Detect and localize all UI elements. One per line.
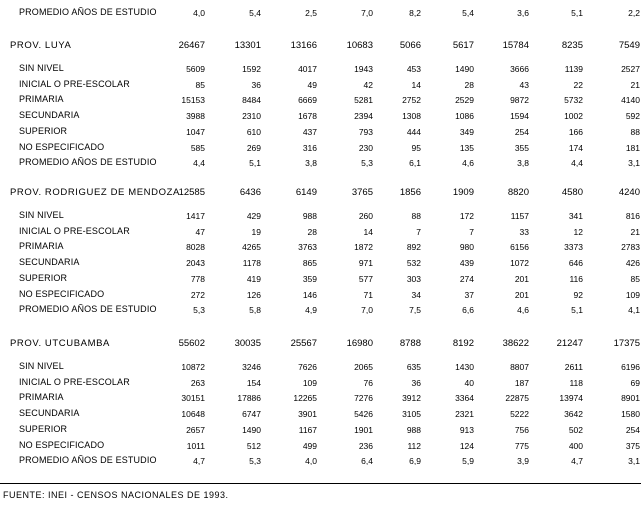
table-cell: 201 [514, 273, 529, 284]
table-cell: 3642 [564, 409, 583, 420]
table-cell: 6,6 [462, 305, 474, 316]
row-label: NO ESPECIFICADO [19, 288, 105, 299]
table-cell: 4017 [298, 64, 317, 74]
table-cell: 21 [630, 79, 640, 90]
table-cell: 3765 [351, 187, 373, 198]
table-cell: 1872 [354, 242, 373, 253]
table-cell: 426 [625, 258, 640, 269]
table-cell: 3373 [564, 242, 583, 253]
table-cell: 7549 [618, 40, 640, 51]
table-cell: 2310 [242, 111, 261, 122]
table-cell: 4,6 [517, 305, 529, 316]
table-cell: 92 [573, 289, 583, 300]
table-cell: 4,4 [193, 158, 205, 169]
table-cell: 2752 [402, 95, 421, 106]
table-cell: 3,9 [517, 456, 529, 467]
table-cell: 15784 [502, 40, 529, 51]
table-cell: 1047 [186, 126, 205, 137]
table-cell: 1178 [242, 258, 261, 269]
row-label: PROMEDIO AÑOS DE ESTUDIO [19, 157, 157, 168]
table-row [0, 6, 641, 20]
table-cell: 375 [625, 440, 640, 451]
table-cell: 2657 [186, 424, 205, 435]
table-cell: 1490 [455, 64, 474, 74]
table-cell: 5,3 [361, 158, 373, 169]
table-cell: 2065 [354, 362, 373, 372]
table-cell: 1157 [510, 211, 529, 221]
table-cell: 610 [246, 126, 261, 137]
table-cell: 30035 [234, 338, 261, 349]
table-cell: 5,1 [571, 305, 583, 316]
table-cell: 174 [568, 142, 583, 153]
table-cell: 5,3 [193, 305, 205, 316]
table-cell: 4,0 [305, 456, 317, 467]
table-cell: 40 [464, 377, 474, 388]
table-cell: 15153 [181, 95, 205, 106]
table-cell: 260 [358, 211, 373, 221]
table-cell: 13301 [234, 40, 261, 51]
table-cell: 2043 [186, 258, 205, 269]
table-cell: 1592 [242, 64, 261, 74]
table-cell: 5609 [186, 64, 205, 74]
table-cell: 269 [246, 142, 261, 153]
table-cell: 635 [406, 362, 421, 372]
table-cell: 88 [411, 211, 421, 221]
table-cell: 3912 [402, 393, 421, 404]
province-row [0, 39, 641, 53]
table-cell: 22875 [505, 393, 529, 404]
table-cell: 6747 [242, 409, 261, 420]
table-cell: 36 [251, 79, 261, 90]
table-cell: 775 [514, 440, 529, 451]
table-cell: 236 [358, 440, 373, 451]
table-row [0, 141, 641, 155]
row-label: SIN NIVEL [19, 210, 64, 220]
table-cell: 4580 [561, 187, 583, 198]
table-row [0, 62, 641, 76]
table-cell: 303 [406, 273, 421, 284]
row-label: PROV. RODRIGUEZ DE MENDOZA [10, 187, 180, 198]
table-cell: 1580 [621, 409, 640, 420]
row-label: SUPERIOR [19, 272, 68, 283]
table-cell: 112 [407, 440, 421, 451]
table-cell: 230 [358, 142, 373, 153]
row-label: PROMEDIO AÑOS DE ESTUDIO [19, 304, 157, 315]
table-cell: 14 [363, 226, 373, 237]
table-cell: 5,4 [462, 8, 474, 18]
table-cell: 76 [363, 377, 373, 388]
table-cell: 5,1 [249, 158, 261, 169]
table-cell: 349 [459, 126, 474, 137]
table-cell: 3105 [402, 409, 421, 420]
table-cell: 585 [190, 142, 205, 153]
row-label: SIN NIVEL [19, 361, 64, 371]
row-label: SECUNDARIA [19, 408, 80, 419]
table-row [0, 78, 641, 92]
table-cell: 316 [302, 142, 317, 153]
table-cell: 4,7 [193, 456, 205, 467]
table-cell: 8028 [186, 242, 205, 253]
table-cell: 419 [246, 273, 261, 284]
table-cell: 3,1 [628, 456, 640, 467]
table-row [0, 391, 641, 405]
province-row [0, 337, 641, 351]
table-cell: 118 [569, 377, 583, 388]
table-cell: 109 [302, 377, 317, 388]
table-cell: 756 [514, 424, 529, 435]
table-row [0, 454, 641, 468]
table-cell: 6,1 [409, 158, 421, 169]
table-row [0, 423, 641, 437]
table-cell: 2394 [354, 111, 373, 122]
table-cell: 12585 [178, 187, 205, 198]
row-label: INICIAL O PRE-ESCOLAR [19, 376, 130, 387]
table-cell: 793 [358, 126, 373, 137]
table-cell: 33 [519, 226, 529, 237]
table-cell: 19 [251, 226, 261, 237]
table-cell: 3,1 [628, 158, 640, 169]
table-cell: 988 [302, 211, 317, 221]
table-row [0, 272, 641, 286]
table-cell: 37 [464, 289, 474, 300]
table-cell: 55602 [178, 338, 205, 349]
table-cell: 254 [625, 424, 640, 435]
table-cell: 146 [302, 289, 317, 300]
table-cell: 3,8 [305, 158, 317, 169]
table-cell: 10872 [181, 362, 205, 372]
row-label: PROV. UTCUBAMBA [10, 338, 110, 349]
table-cell: 6149 [295, 187, 317, 198]
table-cell: 5222 [510, 409, 529, 420]
table-cell: 154 [246, 377, 261, 388]
table-cell: 21 [630, 226, 640, 237]
table-cell: 437 [302, 126, 317, 137]
table-cell: 2783 [621, 242, 640, 253]
table-cell: 254 [514, 126, 529, 137]
table-cell: 272 [190, 289, 205, 300]
table-cell: 5,1 [571, 8, 583, 18]
table-cell: 6156 [510, 242, 529, 253]
table-cell: 28 [464, 79, 474, 90]
table-cell: 4265 [242, 242, 261, 253]
table-cell: 1072 [510, 258, 529, 269]
table-row [0, 225, 641, 239]
table-cell: 4240 [618, 187, 640, 198]
table-cell: 8235 [561, 40, 583, 51]
row-label: PROV. LUYA [10, 40, 72, 51]
table-cell: 341 [568, 211, 583, 221]
table-cell: 47 [195, 226, 205, 237]
table-cell: 2321 [455, 409, 474, 420]
table-cell: 22 [573, 79, 583, 90]
table-cell: 5732 [564, 95, 583, 106]
table-cell: 444 [406, 126, 421, 137]
table-cell: 865 [302, 258, 317, 269]
table-cell: 5,3 [249, 456, 261, 467]
table-cell: 8820 [507, 187, 529, 198]
table-cell: 1417 [186, 211, 205, 221]
table-cell: 1086 [455, 111, 474, 122]
table-cell: 4,9 [305, 305, 317, 316]
table-cell: 6,4 [361, 456, 373, 467]
table-cell: 429 [246, 211, 261, 221]
table-cell: 1678 [298, 111, 317, 122]
table-bottom-rule [0, 483, 641, 484]
table-cell: 7,5 [409, 305, 421, 316]
table-cell: 10683 [346, 40, 373, 51]
table-cell: 5,8 [249, 305, 261, 316]
table-cell: 181 [625, 142, 640, 153]
table-cell: 124 [459, 440, 474, 451]
table-cell: 1856 [399, 187, 421, 198]
table-cell: 166 [568, 126, 583, 137]
table-cell: 971 [358, 258, 373, 269]
table-cell: 2,2 [628, 8, 640, 18]
table-cell: 10648 [181, 409, 205, 420]
table-cell: 5,9 [462, 456, 474, 467]
table-cell: 17375 [613, 338, 640, 349]
row-label: SUPERIOR [19, 423, 68, 434]
table-cell: 3364 [455, 393, 474, 404]
table-cell: 499 [302, 440, 317, 451]
table-cell: 8484 [242, 95, 261, 106]
row-label: NO ESPECIFICADO [19, 141, 105, 152]
table-cell: 21247 [556, 338, 583, 349]
row-label: SECUNDARIA [19, 257, 80, 268]
table-row [0, 109, 641, 123]
row-label: INICIAL O PRE-ESCOLAR [19, 78, 130, 89]
row-label: INICIAL O PRE-ESCOLAR [19, 225, 130, 236]
table-cell: 201 [514, 289, 529, 300]
table-cell: 126 [246, 289, 261, 300]
table-cell: 2611 [564, 362, 583, 372]
table-cell: 646 [568, 258, 583, 269]
table-cell: 34 [411, 289, 421, 300]
table-cell: 400 [568, 440, 583, 451]
table-cell: 4,7 [571, 456, 583, 467]
row-label: PRIMARIA [19, 94, 64, 105]
table-cell: 13974 [559, 393, 583, 404]
table-cell: 85 [195, 79, 205, 90]
table-cell: 3246 [242, 362, 261, 372]
row-label: PRIMARIA [19, 392, 64, 403]
table-row [0, 125, 641, 139]
table-cell: 439 [459, 258, 474, 269]
table-cell: 1594 [510, 111, 529, 122]
table-cell: 8192 [452, 338, 474, 349]
table-cell: 7 [469, 226, 474, 237]
table-cell: 6669 [298, 95, 317, 106]
table-cell: 988 [406, 424, 421, 435]
table-row [0, 256, 641, 270]
table-cell: 816 [625, 211, 640, 221]
table-cell: 1943 [354, 64, 373, 74]
table-cell: 4,1 [628, 305, 640, 316]
table-cell: 913 [459, 424, 474, 435]
table-cell: 1002 [564, 111, 583, 122]
table-row [0, 360, 641, 374]
table-cell: 88 [630, 126, 640, 137]
table-cell: 8,2 [409, 8, 421, 18]
table-row [0, 209, 641, 223]
table-cell: 1901 [354, 424, 373, 435]
table-cell: 3,8 [517, 158, 529, 169]
table-row [0, 288, 641, 302]
table-cell: 95 [411, 142, 421, 153]
table-cell: 778 [190, 273, 205, 284]
table-cell: 2,5 [305, 8, 317, 18]
table-cell: 355 [514, 142, 529, 153]
table-cell: 43 [519, 79, 529, 90]
table-cell: 17886 [237, 393, 261, 404]
table-cell: 5,4 [249, 8, 261, 18]
table-row [0, 156, 641, 170]
table-cell: 2527 [621, 64, 640, 74]
province-row [0, 186, 641, 200]
table-cell: 6196 [621, 362, 640, 372]
table-cell: 4,4 [571, 158, 583, 169]
table-cell: 1490 [242, 424, 261, 435]
row-label: NO ESPECIFICADO [19, 439, 105, 450]
table-cell: 71 [363, 289, 373, 300]
table-cell: 7,0 [361, 8, 373, 18]
table-cell: 14 [411, 79, 421, 90]
table-cell: 13166 [290, 40, 317, 51]
row-label: SIN NIVEL [19, 63, 64, 73]
table-cell: 42 [363, 79, 373, 90]
table-row [0, 407, 641, 421]
table-cell: 109 [625, 289, 640, 300]
row-label: SUPERIOR [19, 125, 68, 136]
table-cell: 4,0 [193, 8, 205, 18]
table-cell: 1139 [564, 64, 583, 74]
table-cell: 36 [411, 377, 421, 388]
table-cell: 16980 [346, 338, 373, 349]
table-cell: 453 [406, 64, 421, 74]
table-cell: 7626 [298, 362, 317, 372]
table-cell: 1909 [452, 187, 474, 198]
table-cell: 8807 [510, 362, 529, 372]
table-cell: 69 [630, 377, 640, 388]
table-row [0, 93, 641, 107]
table-cell: 1430 [455, 362, 474, 372]
table-cell: 5617 [452, 40, 474, 51]
table-cell: 1011 [186, 440, 205, 451]
table-cell: 532 [406, 258, 421, 269]
row-label: PRIMARIA [19, 241, 64, 252]
table-cell: 25567 [290, 338, 317, 349]
table-cell: 7276 [354, 393, 373, 404]
table-cell: 38622 [502, 338, 529, 349]
table-cell: 3901 [298, 409, 317, 420]
table-cell: 49 [307, 79, 317, 90]
table-cell: 7 [416, 226, 421, 237]
table-cell: 3988 [186, 111, 205, 122]
table-cell: 4,6 [462, 158, 474, 169]
table-cell: 577 [358, 273, 373, 284]
table-cell: 980 [459, 242, 474, 253]
table-cell: 26467 [178, 40, 205, 51]
table-cell: 12265 [293, 393, 317, 404]
row-label: PROMEDIO AÑOS DE ESTUDIO [19, 7, 157, 17]
table-row [0, 439, 641, 453]
table-cell: 5066 [399, 40, 421, 51]
table-cell: 5281 [354, 95, 373, 106]
row-label: SECUNDARIA [19, 110, 80, 121]
table-cell: 8901 [621, 393, 640, 404]
table-cell: 30151 [181, 393, 205, 404]
table-cell: 3666 [510, 64, 529, 74]
table-cell: 892 [406, 242, 421, 253]
table-cell: 28 [307, 226, 317, 237]
table-cell: 512 [246, 440, 261, 451]
table-cell: 7,0 [361, 305, 373, 316]
table-cell: 135 [459, 142, 474, 153]
table-cell: 8788 [399, 338, 421, 349]
table-cell: 4140 [621, 95, 640, 106]
table-cell: 2529 [455, 95, 474, 106]
table-cell: 5426 [354, 409, 373, 420]
source-note: FUENTE: INEI - CENSOS NACIONALES DE 1993. [3, 490, 229, 500]
table-cell: 274 [459, 273, 474, 284]
table-cell: 1167 [298, 424, 317, 435]
table-cell: 502 [568, 424, 583, 435]
table-cell: 3,6 [517, 8, 529, 18]
table-row [0, 240, 641, 254]
table-cell: 6436 [239, 187, 261, 198]
table-cell: 263 [190, 377, 205, 388]
table-cell: 9872 [510, 95, 529, 106]
table-cell: 359 [302, 273, 317, 284]
table-cell: 85 [630, 273, 640, 284]
table-cell: 3763 [298, 242, 317, 253]
table-row [0, 376, 641, 390]
table-cell: 6,9 [409, 456, 421, 467]
table-cell: 1308 [402, 111, 421, 122]
table-cell: 172 [459, 211, 474, 221]
row-label: PROMEDIO AÑOS DE ESTUDIO [19, 455, 157, 466]
table-row [0, 303, 641, 317]
table-cell: 187 [514, 377, 529, 388]
table-cell: 12 [573, 226, 583, 237]
table-cell: 592 [625, 111, 640, 122]
table-cell: 116 [569, 273, 583, 284]
